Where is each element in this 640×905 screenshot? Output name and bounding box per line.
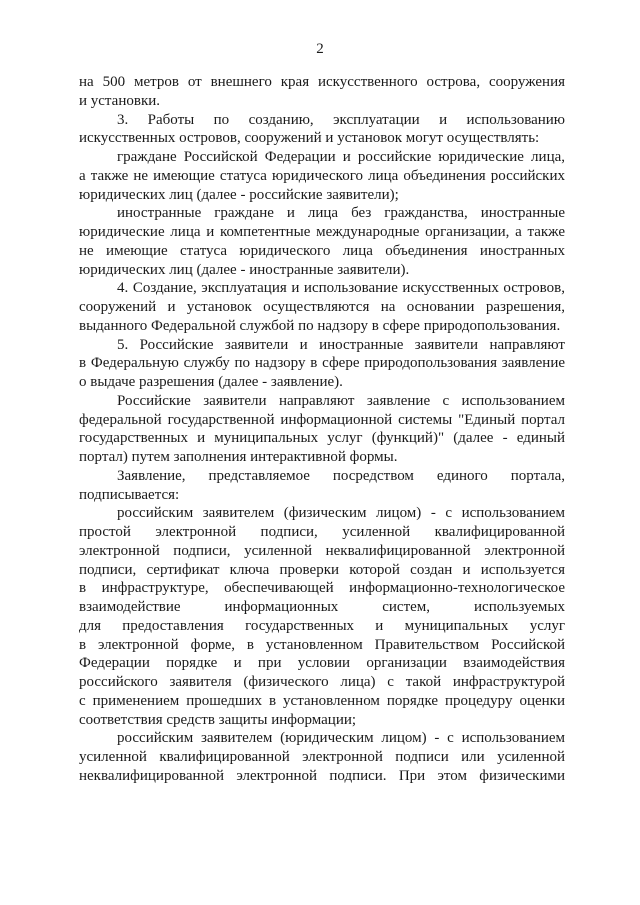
page-number: 2: [316, 41, 324, 57]
text-line: Федерации порядке и при условии организации взаимодействия: [79, 655, 565, 672]
text-line: российского заявителя (физического лица) с такой инфраструктурой: [79, 674, 565, 690]
text-line: российским заявителем (физическим лицом) - с использованием: [117, 505, 565, 522]
text-line: искусственных островов, сооружений и установок могут осуществлять:: [79, 130, 540, 147]
text-line: 5. Российские заявители и иностранные заявители направляют: [117, 336, 565, 353]
text-line: подписи, сертификат ключа проверки которой создан и используется: [79, 561, 565, 578]
text-line: для предоставления государственных и муниципальных услуг: [79, 617, 565, 634]
text-line: граждане Российской Федерации и российские юридические лица,: [117, 149, 565, 165]
text-line: соответствия средств защиты информации;: [79, 711, 357, 728]
text-line: о выдаче разрешения (далее - заявление).: [79, 374, 343, 390]
text-line: федеральной государственной информационной системы "Единый портал: [79, 411, 565, 428]
text-line: и установки.: [79, 92, 161, 109]
text-line: 3. Работы по созданию, эксплуатации и использованию: [117, 111, 565, 128]
text-line: неквалифицированной электронной подписи. При этом физическими: [79, 767, 565, 784]
text-line: юридические лица и компетентные международные организации, а также: [79, 224, 565, 240]
text-line: портал) путем заполнения интерактивной формы.: [79, 449, 398, 465]
text-line: не имеющие статуса юридического лица объединения иностранных: [79, 242, 565, 259]
text-line: Заявление, представляемое посредством единого портала,: [117, 467, 565, 484]
text-line: подписывается:: [79, 486, 180, 503]
text-line: Российские заявители направляют заявление с использованием: [117, 392, 565, 409]
text-line: сооружений и установок осуществляются на основании разрешения,: [79, 299, 565, 315]
text-line: а также не имеющие статуса юридического лица объединения российских: [79, 167, 565, 184]
text-line: выданного Федеральной службой по надзору в сфере природопользования.: [79, 317, 561, 334]
text-line: в Федеральную службу по надзору в сфере природопользования заявление: [79, 355, 565, 372]
text-line: на 500 метров от внешнего края искусственного острова, сооружения: [79, 74, 565, 90]
text-line: усиленной квалифицированной электронной подписи или усиленной: [79, 749, 565, 765]
text-line: государственных и муниципальных услуг (функций)" (далее - единый: [79, 430, 565, 447]
text-line: с применением прошедших в установленном порядке процедуру оценки: [79, 692, 565, 709]
text-line: российским заявителем (юридическим лицом) - с использованием: [117, 730, 565, 747]
text-line: 4. Создание, эксплуатация и использование искусственных островов,: [117, 280, 565, 297]
text-line: юридических лиц (далее - российские заявители);: [79, 186, 399, 203]
text-line: иностранные граждане и лица без гражданства, иностранные: [117, 205, 565, 222]
text-line: в электронной форме, в установленном Правительством Российской: [79, 636, 565, 653]
text-line: юридических лиц (далее - иностранные заявители).: [79, 261, 410, 278]
text-line: взаимодействие информационных систем, используемых: [79, 599, 565, 615]
text-line: электронной подписи, усиленной неквалифицированной электронной: [79, 542, 565, 559]
text-line: в инфраструктуре, обеспечивающей информационно-технологическое: [79, 580, 565, 597]
document-body: [79, 73, 565, 786]
text-line: простой электронной подписи, усиленной квалифицированной: [79, 524, 565, 540]
